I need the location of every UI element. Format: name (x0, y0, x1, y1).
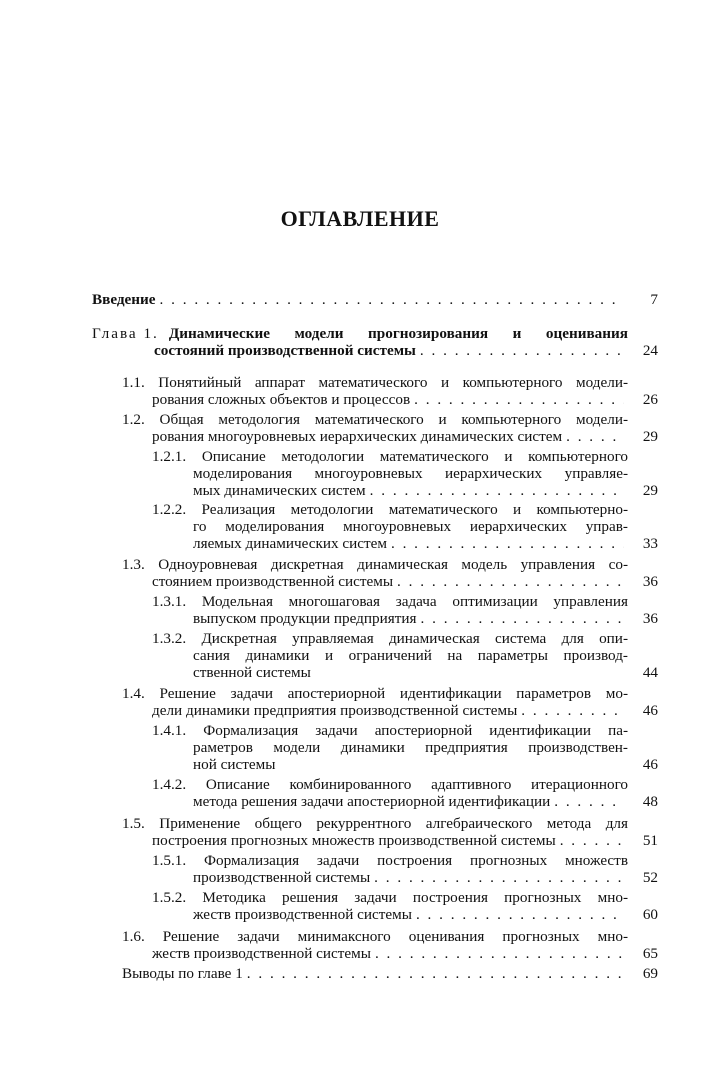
toc-subsection-line1: Формализация задачи апостериорной идентификации па- (203, 722, 628, 739)
toc-chapter-prefix: Глава 1. (92, 325, 159, 342)
page-title: ОГЛАВЛЕНИЕ (280, 206, 440, 231)
toc-entry-subsection-1-3-1[interactable] (152, 593, 658, 627)
toc-entry-subsection-1-4-2[interactable] (152, 776, 658, 810)
toc-entry-subsection-1-5-1[interactable] (152, 852, 658, 886)
toc-entry-section-1-1[interactable] (122, 374, 658, 408)
toc-subsection-number: 1.4.2. (152, 776, 187, 793)
toc-entry-intro[interactable] (92, 291, 658, 308)
toc-section-number: 1.6. (122, 928, 145, 945)
toc-subsection-line2: выпуском продукции предприятия (193, 610, 417, 627)
toc-entry-section-1-4[interactable] (122, 685, 658, 719)
toc-entry-subsection-1-2-1[interactable] (152, 448, 658, 499)
dot-leader (391, 535, 624, 552)
toc-page-number: 44 (642, 664, 658, 681)
toc-subsection-line2: раметров модели динамики предприятия производствен- (193, 739, 628, 756)
toc-subsection-number: 1.3.1. (152, 593, 187, 610)
toc-page-number: 36 (642, 610, 658, 627)
toc-page-number: 46 (642, 756, 658, 773)
toc-chapter-title-line2: состояний производственной системы (154, 342, 416, 359)
toc-entry-subsection-1-5-2[interactable] (152, 889, 658, 923)
toc-entry-subsection-1-4-1[interactable] (152, 722, 658, 773)
toc-page-number: 36 (642, 573, 658, 590)
toc-section-number: 1.5. (122, 815, 145, 832)
toc-page-number: 46 (642, 702, 658, 719)
toc-subsection-line3: мых динамических систем (193, 482, 366, 499)
toc-subsection-line1: Реализация методологии математического и компьютерно- (201, 501, 628, 518)
dot-leader (370, 482, 624, 499)
dot-leader (421, 610, 625, 627)
toc-entry-section-1-3[interactable] (122, 556, 658, 590)
toc-subsection-number: 1.2.2. (152, 501, 187, 518)
dot-leader (160, 291, 624, 308)
toc-page-number: 29 (642, 482, 658, 499)
toc-section-line2: рования сложных объектов и процессов (152, 391, 411, 408)
toc-subsection-line2: жеств производственной системы (193, 906, 412, 923)
dot-leader (566, 428, 624, 445)
toc-section-line1: Применение общего рекуррентного алгебраического метода для (159, 815, 628, 832)
toc-entry-section-1-6[interactable] (122, 928, 658, 962)
toc-section-line2: построения прогнозных множеств производственной системы (152, 832, 556, 849)
toc-subsection-line1: Формализация задачи построения прогнозных множеств (204, 852, 628, 869)
dot-leader (420, 342, 624, 359)
toc-subsection-number: 1.2.1. (152, 448, 187, 465)
dot-leader (416, 906, 624, 923)
toc-subsection-number: 1.5.1. (152, 852, 187, 869)
toc-entry-section-1-2[interactable] (122, 411, 658, 445)
toc-section-line2: жеств производственной системы (152, 945, 371, 962)
dot-leader (375, 945, 624, 962)
dot-leader (554, 793, 624, 810)
toc-section-line1: Одноуровневая дискретная динамическая модель управления со- (158, 556, 628, 573)
toc-page-number: 60 (642, 906, 658, 923)
toc-entry-chapter-1[interactable] (92, 325, 658, 359)
toc-section-number: 1.4. (122, 685, 145, 702)
toc-page-number: 48 (642, 793, 658, 810)
toc-page-number: 24 (642, 342, 658, 359)
dot-leader (374, 869, 624, 886)
toc-section-line1: Общая методология математического и компьютерного модели- (159, 411, 629, 428)
toc-section-line2: стоянием производственной системы (152, 573, 394, 590)
toc-page-number: 7 (650, 291, 658, 308)
toc-section-line1: Понятийный аппарат математического и компьютерного модели- (158, 374, 628, 391)
toc-section-line1: Решение задачи минимаксного оценивания прогнозных мно- (162, 928, 629, 945)
toc-subsection-line3: ляемых динамических систем (193, 535, 387, 552)
toc-section-number: 1.2. (122, 411, 145, 428)
toc-page-number: 33 (642, 535, 658, 552)
toc-entry-section-1-5[interactable] (122, 815, 658, 849)
toc-page-number: 69 (642, 965, 658, 982)
toc-section-line1: Решение задачи апостериорной идентификации параметров мо- (159, 685, 629, 702)
toc-subsection-line1: Описание комбинированного адаптивного итерационного (205, 776, 629, 793)
dot-leader (397, 573, 624, 590)
toc-subsection-line2: сания динамики и ограничений на параметры производ- (193, 647, 628, 664)
toc-entry-subsection-1-2-2[interactable] (152, 501, 658, 552)
toc-subsection-line3: ной системы (193, 756, 276, 773)
toc-section-number: 1.1. (122, 374, 145, 391)
toc-subsection-line2: производственной системы (193, 869, 371, 886)
toc-subsection-number: 1.4.1. (152, 722, 187, 739)
toc-entry-conclusions[interactable] (122, 965, 658, 982)
dot-leader (560, 832, 624, 849)
toc-section-line2: дели динамики предприятия производственной системы (152, 702, 518, 719)
toc-page-number: 65 (642, 945, 658, 962)
toc-conclusions-label: Выводы по главе 1 (122, 965, 243, 982)
toc-subsection-line1: Методика решения задачи построения прогнозных мно- (202, 889, 629, 906)
toc-subsection-line2: метода решения задачи апостериорной идентификации (193, 793, 551, 810)
toc-entry-subsection-1-3-2[interactable] (152, 630, 658, 681)
toc-subsection-line3: ственной системы (193, 664, 311, 681)
toc-subsection-line2: моделирования многоуровневых иерархических управляе- (193, 465, 628, 482)
dot-leader (247, 965, 624, 982)
toc-page-number: 51 (642, 832, 658, 849)
toc-section-line2: рования многоуровневых иерархических динамических систем (152, 428, 563, 445)
toc-section-number: 1.3. (122, 556, 145, 573)
toc-intro-label: Введение (92, 291, 156, 308)
toc-subsection-number: 1.5.2. (152, 889, 187, 906)
toc-page-number: 26 (642, 391, 658, 408)
dot-leader (414, 391, 624, 408)
dot-leader (521, 702, 624, 719)
toc-subsection-line1: Описание методологии математического и компьютерного (201, 448, 629, 465)
toc-subsection-line2: го моделирования многоуровневых иерархических управ- (193, 518, 628, 535)
toc-chapter-title-line1: Динамические модели прогнозирования и оценивания (168, 325, 628, 342)
toc-page-number: 29 (642, 428, 658, 445)
toc-page-number: 52 (642, 869, 658, 886)
toc-subsection-line1: Модельная многошаговая задача оптимизации управления (201, 593, 628, 610)
toc-subsection-line1: Дискретная управляемая динамическая система для опи- (201, 630, 628, 647)
toc-subsection-number: 1.3.2. (152, 630, 187, 647)
